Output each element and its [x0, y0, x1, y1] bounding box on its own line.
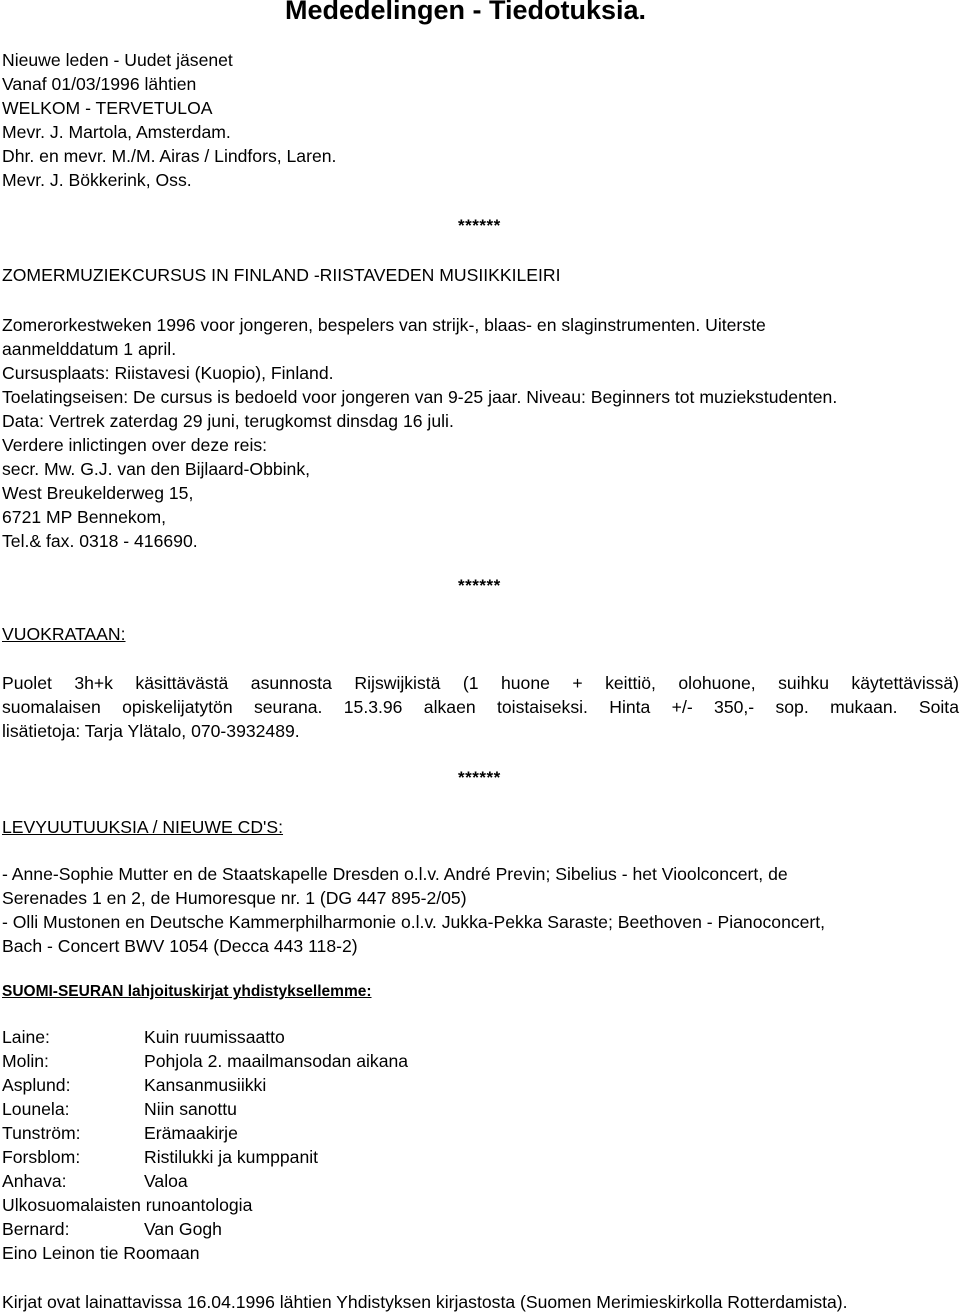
book-author: Laine:	[2, 1027, 50, 1047]
rental-line: lisätietoja: Tarja Ylätalo, 070-3932489.	[2, 721, 300, 741]
book-list	[2, 1025, 408, 1265]
book-row	[2, 1097, 408, 1121]
book-author: Lounela:	[2, 1099, 70, 1119]
book-title: Niin sanottu	[144, 1099, 237, 1119]
cd-line: - Anne-Sophie Mutter en de Staatskapelle Dresden o.l.v. André Previn; Sibelius - het Vioolconcert, de	[2, 864, 788, 884]
book-entry: Eino Leinon tie Roomaan	[2, 1243, 200, 1263]
new-members-line: Mevr. J. Martola, Amsterdam.	[2, 122, 231, 142]
new-members-line: Vanaf 01/03/1996 lähtien	[2, 74, 197, 94]
cd-line: Serenades 1 en 2, de Humoresque nr. 1 (DG 447 895-2/05)	[2, 888, 467, 908]
summer-course-line: secr. Mw. G.J. van den Bijlaard-Obbink,	[2, 459, 311, 479]
rental-line: Puolet 3h+k käsittävästä asunnosta Rijswijkistä (1 huone + keittiö, olohuone, suihku käytettävissä)	[2, 673, 959, 693]
summer-course-line: Toelatingseisen: De cursus is bedoeld voor jongeren van 9-25 jaar. Niveau: Beginners tot muziekstudenten.	[2, 387, 838, 407]
cds-heading: LEVYUUTUUKSIA / NIEUWE CD'S:	[2, 817, 284, 837]
book-row	[2, 1169, 408, 1193]
library-heading: SUOMI-SEURAN lahjoituskirjat yhdistyksellemme:	[2, 983, 372, 1000]
book-row	[2, 1145, 408, 1169]
summer-course-line: Zomerorkestweken 1996 voor jongeren, bespelers van strijk-, blaas- en slaginstrumenten. Uiterste	[2, 315, 766, 335]
book-author: Molin:	[2, 1051, 49, 1071]
book-row	[2, 1049, 408, 1073]
cd-line: Bach - Concert BWV 1054 (Decca 443 118-2)	[2, 936, 358, 956]
summer-course-line: aanmelddatum 1 april.	[2, 339, 177, 359]
new-members-line: Dhr. en mevr. M./M. Airas / Lindfors, Laren.	[2, 146, 337, 166]
cd-line: - Olli Mustonen en Deutsche Kammerphilharmonie o.l.v. Jukka-Pekka Saraste; Beethoven - Pianoconcert,	[2, 912, 826, 932]
summer-course-line: Data: Vertrek zaterdag 29 juni, terugkomst dinsdag 16 juli.	[2, 411, 454, 431]
separator: ******	[458, 576, 501, 595]
book-author: Bernard:	[2, 1219, 70, 1239]
book-row	[2, 1073, 408, 1097]
rental-line: suomalaisen opiskelijatytön seurana. 15.3.96 alkaen toistaiseksi. Hinta +/- 350,- sop. mukaan. Soita	[2, 697, 959, 717]
book-row	[2, 1193, 408, 1217]
summer-course-line: Tel.& fax. 0318 - 416690.	[2, 531, 198, 551]
book-title: Pohjola 2. maailmansodan aikana	[144, 1051, 409, 1071]
cds-section	[2, 862, 825, 958]
book-title: Van Gogh	[144, 1219, 222, 1239]
summer-course-heading: ZOMERMUZIEKCURSUS IN FINLAND -RIISTAVEDEN MUSIIKKILEIRI	[2, 265, 561, 285]
new-members-line: WELKOM - TERVETULOA	[2, 98, 213, 118]
book-row	[2, 1025, 408, 1049]
book-author: Forsblom:	[2, 1147, 81, 1167]
book-author: Anhava:	[2, 1171, 67, 1191]
library-footer: Kirjat ovat lainattavissa 16.04.1996 lähtien Yhdistyksen kirjastosta (Suomen Merimieskirkolla Rotterdamista).	[2, 1292, 848, 1312]
book-title: Ristilukki ja kumppanit	[144, 1147, 319, 1167]
separator: ******	[458, 216, 501, 235]
book-author: Tunström:	[2, 1123, 81, 1143]
book-row	[2, 1217, 408, 1241]
separator: ******	[458, 768, 501, 787]
summer-course-section	[2, 313, 837, 553]
book-row	[2, 1121, 408, 1145]
summer-course-line: West Breukelderweg 15,	[2, 483, 194, 503]
new-members-section	[2, 48, 336, 192]
summer-course-line: Verdere inlictingen over deze reis:	[2, 435, 268, 455]
summer-course-line: Cursusplaats: Riistavesi (Kuopio), Finland.	[2, 363, 334, 383]
page-title: Mededelingen - Tiedotuksia.	[285, 0, 647, 25]
rental-heading: VUOKRATAAN:	[2, 624, 126, 644]
new-members-line: Nieuwe leden - Uudet jäsenet	[2, 50, 233, 70]
book-title: Kansanmusiikki	[144, 1075, 267, 1095]
summer-course-line: 6721 MP Bennekom,	[2, 507, 166, 527]
book-title: Erämaakirje	[144, 1123, 238, 1143]
book-title: Kuin ruumissaatto	[144, 1027, 285, 1047]
book-row	[2, 1241, 408, 1265]
book-title: Valoa	[144, 1171, 188, 1191]
new-members-line: Mevr. J. Bökkerink, Oss.	[2, 170, 192, 190]
book-author: Asplund:	[2, 1075, 71, 1095]
book-entry: Ulkosuomalaisten runoantologia	[2, 1195, 253, 1215]
rental-section	[2, 671, 959, 743]
